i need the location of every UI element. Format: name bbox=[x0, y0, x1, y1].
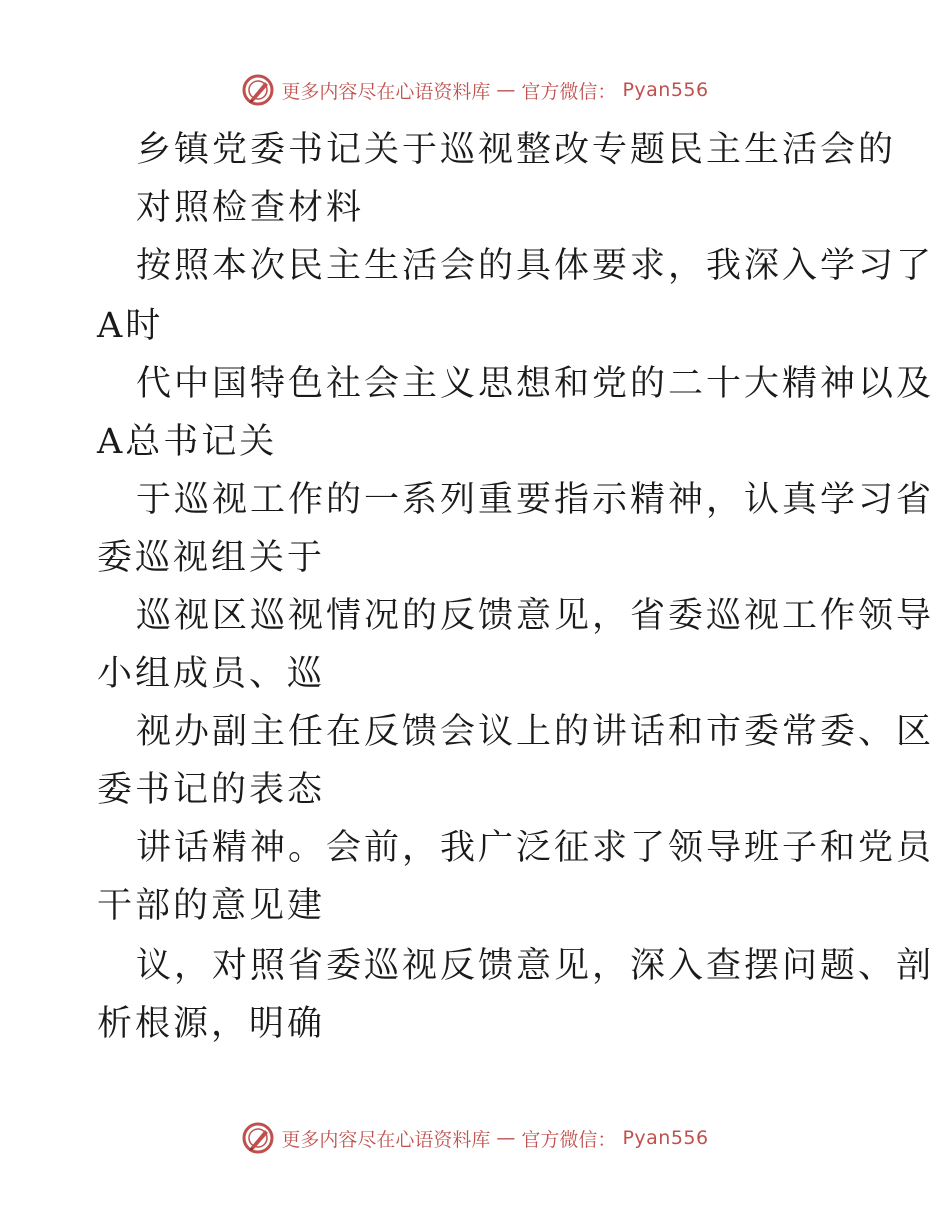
banner-separator: — bbox=[496, 79, 516, 101]
pen-in-circle-icon bbox=[241, 1121, 275, 1155]
paragraph-line: 讲话精神。会前，我广泛征求了领导班子和党员 bbox=[136, 828, 935, 868]
paragraph-line: 巡视区巡视情况的反馈意见，省委巡视工作领导 bbox=[136, 596, 935, 636]
paragraph-line: 于巡视工作的一系列重要指示精神，认真学习省 bbox=[136, 480, 935, 520]
wechat-label: 官方微信： bbox=[521, 80, 617, 103]
paragraph-line: 议，对照省委巡视反馈意见，深入查摆问题、剖 bbox=[136, 946, 935, 986]
paragraph-line: A时 bbox=[97, 306, 164, 346]
paragraph-line: 视办副主任在反馈会议上的讲话和市委常委、区 bbox=[136, 712, 935, 752]
wechat-id: Pyan556 bbox=[622, 79, 709, 101]
banner-separator: — bbox=[496, 1127, 516, 1149]
banner-text: 更多内容尽在心语资料库 bbox=[281, 1128, 491, 1151]
wechat-label: 官方微信： bbox=[521, 1128, 617, 1151]
footer-banner bbox=[0, 1118, 950, 1158]
paragraph-line: 按照本次民主生活会的具体要求，我深入学习了 bbox=[136, 246, 935, 286]
paragraph-line: 代中国特色社会主义思想和党的二十大精神以及 bbox=[136, 364, 935, 404]
wechat-id: Pyan556 bbox=[622, 1127, 709, 1149]
document-title-line-2: 对照检查材料 bbox=[136, 188, 365, 228]
paragraph-line: A总书记关 bbox=[97, 422, 278, 462]
pen-in-circle-icon bbox=[241, 73, 275, 107]
paragraph-line: 干部的意见建 bbox=[97, 886, 326, 926]
document-title-line-1: 乡镇党委书记关于巡视整改专题民主生活会的 bbox=[136, 130, 897, 170]
paragraph-line: 委书记的表态 bbox=[97, 770, 326, 810]
paragraph-line: 委巡视组关于 bbox=[97, 538, 326, 578]
header-banner bbox=[0, 70, 950, 110]
banner-text: 更多内容尽在心语资料库 bbox=[281, 80, 491, 103]
paragraph-line: 小组成员、巡 bbox=[97, 654, 326, 694]
paragraph-line: 析根源，明确 bbox=[97, 1004, 326, 1044]
